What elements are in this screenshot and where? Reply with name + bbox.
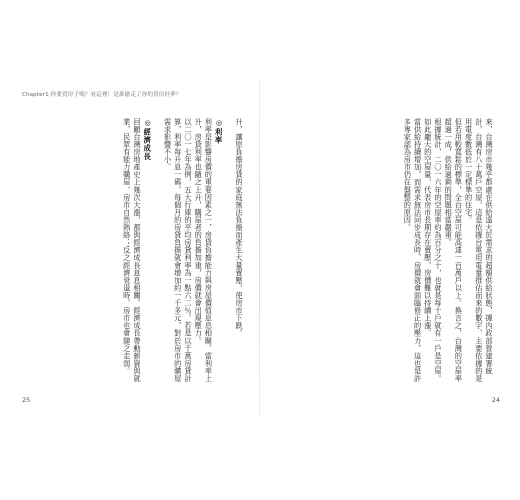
left-paragraph-2: 利率是影響房價的重要因素之一，房貸負擔能力與房屋價值息息相關。當利率上升，房貸利率也隨之上升，購屋者的負擔加重，房價就會出現壓力。 <box>194 118 214 383</box>
page-number-right: 24 <box>491 396 500 404</box>
right-page <box>270 78 500 418</box>
page-number-left: 25 <box>22 396 31 404</box>
right-paragraph-4: 當供給持續增加，而需求無法同步成長時，房價就會面臨修正的壓力，這也是許多專家認為房市仍在盤整的原因。 <box>403 118 423 383</box>
book-gutter <box>259 78 260 418</box>
left-paragraph-1: 升，讓原負擔房貸的家庭無法負擔而產生大量賣壓，使房市下跌。 <box>235 118 244 337</box>
right-paragraph-2: 但若用較寬鬆的標準，全台空屋可能高達一百萬戶以上。換言之，台灣的空屋率超過一成，供給過剩的問題相當嚴重。 <box>444 118 464 383</box>
left-paragraph-4: 回顧台灣房地產史上幾次大漲，都與經濟成長息息相關。經濟成長帶動薪資與就業，民眾有能力購屋，房市自然熱絡；反之經濟衰退時，房市也會隨之走弱。 <box>122 118 142 383</box>
right-page-body <box>276 118 494 383</box>
left-page-body <box>30 118 244 383</box>
section-heading-economic-growth: ◎經濟成長 <box>143 118 153 161</box>
right-paragraph-3: 根據統計，二〇一六年的空屋率約為百分之十，也就是每十戶就有一戶是空屋。如此龐大的空屋量，代表房市長期存在賣壓，房價難以持續上漲。 <box>423 118 443 383</box>
left-paragraph-3: 以二〇一七年為例，五大行庫的平均房貸利率為一點六二％。若是以千萬房貸計算，利率每升息一碼，每個月的房貸負擔就會增加約一千多元，對於房市的購屋需求影響不小。 <box>163 118 193 383</box>
running-header: Chapter1 你要買房子嗎？看這裡！是誰偷走了你的買房好夢？ <box>22 92 182 98</box>
right-paragraph-1: 來，台灣房市幾乎都處在供給遠大於需求的超額供給狀態，據內政部營建署統計，台灣有八十萬戶空屋，這是依據台電用電量推估而來的數字，主要依據的是用電度數低於一定標準的住宅。 <box>464 118 494 383</box>
section-heading-interest-rate: ◎利率 <box>214 118 224 145</box>
left-page <box>22 78 252 418</box>
